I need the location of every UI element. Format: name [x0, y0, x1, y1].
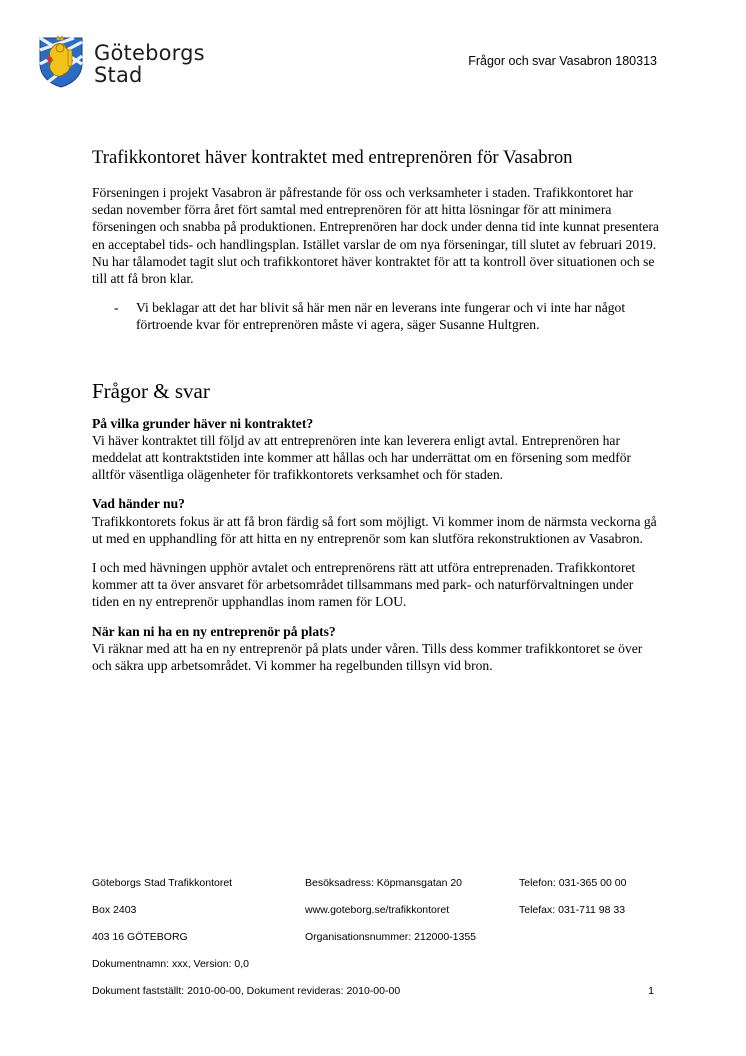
article-quote: [92, 299, 662, 333]
footer-fax: Telefax: 031-711 98 33: [519, 904, 626, 916]
footer-row: [92, 897, 662, 924]
footer-row: [92, 951, 662, 978]
footer-box: Box 2403: [92, 904, 137, 916]
document-footer: [92, 870, 662, 1005]
faq-answer-extra: I och med hävningen upphör avtalet och entreprenörens rätt att utföra entreprenaden. Trafikkontoret kommer att ta över ansvaret för arbetsområdet tillsammans med park- och naturförvaltningen under tiden en ny entreprenör upphandlas inom ramen för LOU.: [92, 560, 636, 610]
faq-question: På vilka grunder häver ni kontraktet?: [92, 415, 314, 431]
logo-wordmark: [94, 42, 205, 86]
footer-org: Göteborgs Stad Trafikkontoret: [92, 877, 233, 889]
logo-line1: Göteborgs: [94, 41, 205, 65]
quote-dash: -: [114, 300, 119, 316]
article-title: Trafikkontoret häver kontraktet med entreprenören för Vasabron: [92, 147, 573, 168]
document-body: [92, 146, 662, 686]
faq-item: [92, 415, 662, 484]
article-intro: Förseningen i projekt Vasabron är påfrestande för oss och verksamheter i staden. Trafikkontoret har sedan november förra året fört samtal med entreprenören för att hitta lösningar för att minimera förseningen och snabba på produktionen. Entreprenören har dock under denna tid inte kunnat presentera en acceptabel tids- och handlingsplan. Istället varslar de om nya förseningar, till slutet av februari 2019. Nu har tålamodet tagit slut och trafikkontoret häver kontraktet för att ta kontroll över situationen och se till att få bron klar.: [92, 185, 659, 287]
goteborg-coat-of-arms-logo: [34, 34, 88, 88]
footer-orgnr: Organisationsnummer: 212000-1355: [305, 931, 477, 943]
footer-web-link[interactable]: www.goteborg.se/trafikkontoret: [305, 904, 450, 916]
faq-heading: Frågor & svar: [92, 378, 210, 403]
faq-answer: Trafikkontorets fokus är att få bron färdig så fort som möjligt. Vi kommer inom de närmsta veckorna gå ut med en upphandling för att hitta en ny entreprenör som kan slutföra rekonstruktionen av Vasabron.: [92, 513, 657, 546]
faq-item: [92, 495, 662, 547]
footer-row: [92, 978, 662, 1005]
footer-postal: 403 16 GÖTEBORG: [92, 931, 188, 943]
faq-answer: Vi häver kontraktet till följd av att entreprenören inte kan leverera enligt avtal. Entreprenören har meddelat att kontraktstiden inte kommer att hållas och har underrättat om en försening som medför alltför väsentliga olägenheter för trafikkontorets verksamhet och för staden.: [92, 432, 632, 483]
faq-question: När kan ni ha en ny entreprenör på plats?: [92, 623, 336, 639]
faq-item: [92, 623, 662, 675]
faq-answer: Vi räknar med att ha en ny entreprenör på plats under våren. Tills dess kommer trafikkontoret se över och säkra upp arbetsområdet. Vi kommer ha regelbunden tillsyn vid bron.: [92, 640, 643, 674]
footer-row: [92, 924, 662, 951]
footer-docname: Dokumentnamn: xxx, Version: 0,0: [92, 958, 249, 970]
faq-question: Vad händer nu?: [92, 496, 185, 512]
document-header-title: Frågor och svar Vasabron 180313: [468, 54, 657, 68]
page-number: 1: [648, 985, 654, 997]
footer-docdates: Dokument fastställt: 2010-00-00, Dokument revideras: 2010-00-00: [92, 985, 401, 997]
footer-phone: Telefon: 031-365 00 00: [519, 877, 627, 889]
footer-visit-address: Besöksadress: Köpmansgatan 20: [305, 877, 463, 889]
footer-row: [92, 870, 662, 897]
logo-line2: Stad: [94, 63, 143, 87]
quote-text: Vi beklagar att det har blivit så här men när en leverans inte fungerar och vi inte har något förtroende kvar för entreprenören måste vi agera, säger Susanne Hultgren.: [136, 300, 626, 333]
